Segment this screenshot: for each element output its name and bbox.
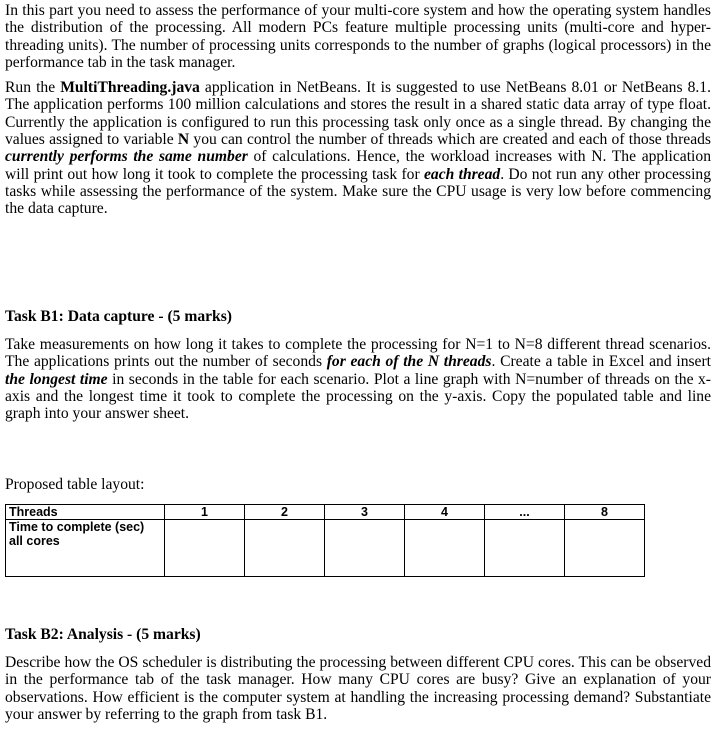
intro-paragraph-1 (5, 2, 711, 71)
intro-p2-text-e: . Do not run any other processing tasks while assessing the performance of the system. Make sure the CPU usage is very low before commencing the data capture. (5, 165, 711, 218)
emphasis-each-n-threads: for each of the N threads (326, 353, 492, 371)
table-row-threads (6, 505, 645, 520)
table-cell-empty (565, 520, 645, 577)
table-row-time (6, 520, 645, 577)
task-b2-paragraph: Describe how the OS scheduler is distributing the processing between different CPU cores. This can be observed in the performance tab of the task manager. How many CPU cores are busy? Give an explanation of your observations. How efficient is the computer system at handling the increasing processing demand? Substantiate your answer by referring to the graph from task B1. (5, 654, 711, 723)
intro-paragraph-2 (5, 79, 711, 217)
table-cell-empty (245, 520, 325, 577)
table-cell-empty (165, 520, 245, 577)
proposed-table-wrapper (5, 504, 645, 577)
table-col-header: 2 (245, 505, 325, 520)
emphasis-longest-time: the longest time (5, 370, 108, 388)
task-b1-text-a: Take measurements on how long it takes to complete the processing for N=1 to N=8 different thread scenarios. The applications prints out the number of seconds (5, 336, 711, 371)
task-b2-heading: Task B2: Analysis - (5 marks) (5, 626, 201, 643)
intro-paragraph-1-text: In this part you need to assess the performance of your multi-core system and how the operating system handles the distribution of the processing. All modern PCs feature multiple processing units (multi-core and hyper-threading units). The number of processing units corresponds to the number of graphs (logical processors) in the performance tab in the task manager. (5, 2, 711, 71)
table-col-header: 3 (325, 505, 405, 520)
intro-p2-text-a: Run the (5, 79, 61, 97)
table-col-header: 8 (565, 505, 645, 520)
emphasis-each-thread: each thread (423, 165, 501, 183)
java-file-name: MultiThreading.java (60, 79, 200, 97)
table-cell-empty (485, 520, 565, 577)
intro-p2-text-d: of calculations. Hence, the workload increases with N. The application will print out how long it took to complete the processing task for (5, 148, 711, 183)
emphasis-same-number: currently performs the same number (5, 148, 248, 166)
intro-p2-text-b: application in NetBeans. It is suggested to use NetBeans 8.01 or NetBeans 8.1. The application performs 100 million calculations and stores the result in a shared static data array of type float. Currently the application is configured to run this processing task only once as a single thread. By changing the values assigned to variable (5, 79, 712, 149)
task-b1-text-c: in seconds in the table for each scenario. Plot a line graph with N=number of threads on the x-axis and the longest time it took to complete the processing on the y-axis. Copy the populated table and line graph into your answer sheet. (5, 370, 711, 423)
table-col-header: 1 (165, 505, 245, 520)
table-col-header: ... (485, 505, 565, 520)
document-page (5, 2, 712, 723)
task-b1-paragraph (5, 336, 711, 422)
proposed-table-label: Proposed table layout: (5, 476, 145, 493)
proposed-table (5, 504, 645, 577)
table-cell-empty (325, 520, 405, 577)
intro-p2-text-c: you can control the number of threads which are created and each of those threads (189, 131, 711, 149)
task-b1-text-b: . Create a table in Excel and insert (491, 353, 712, 371)
variable-n: N (177, 131, 190, 149)
task-b1-heading: Task B1: Data capture - (5 marks) (5, 308, 232, 325)
table-col-header: 4 (405, 505, 485, 520)
table-cell-empty (405, 520, 485, 577)
table-cell-time-label: Time to complete (sec) all cores (6, 520, 165, 577)
table-cell-threads-label: Threads (6, 505, 165, 520)
